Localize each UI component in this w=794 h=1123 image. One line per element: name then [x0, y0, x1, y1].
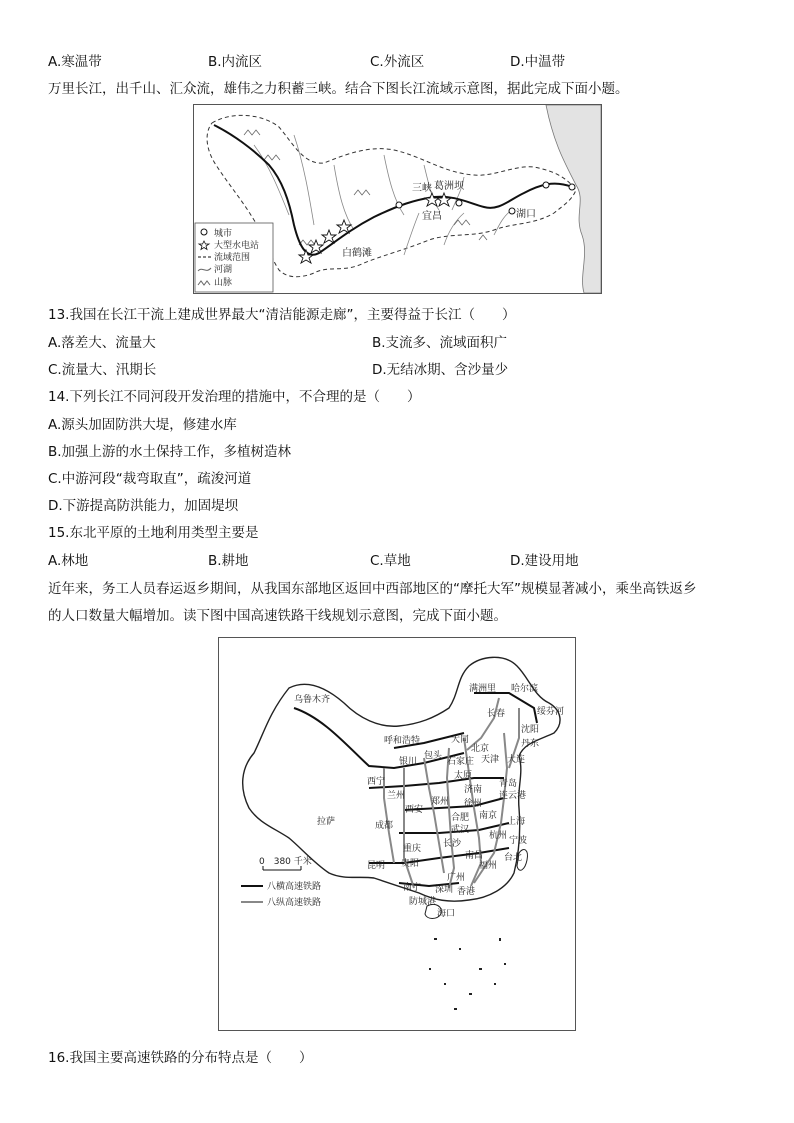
rail-map-svg — [219, 638, 575, 1030]
city-guangzhou: 广州 — [447, 873, 466, 883]
china-rail-map — [218, 637, 576, 1031]
south-sea-islands — [429, 938, 506, 1010]
q14-option-a[interactable]: A.源头加固防洪大堤，修建水库 — [48, 417, 237, 433]
city-lanzhou: 兰州 — [387, 791, 406, 801]
city-yinchuan: 银川 — [399, 757, 418, 767]
city-hohhot: 呼和浩特 — [384, 736, 421, 746]
city-lianyungang: 连云港 — [499, 791, 527, 801]
city-nanning: 南宁 — [403, 883, 422, 893]
q15-option-a[interactable]: A.林地 — [48, 553, 89, 569]
city-urumqi: 乌鲁木齐 — [294, 695, 331, 705]
q12-option-a[interactable]: A.寒温带 — [48, 54, 102, 70]
city-fuzhou: 福州 — [479, 861, 498, 871]
q16-stem: 16.我国主要高速铁路的分布特点是（ ） — [48, 1050, 313, 1066]
city-dalian: 大连 — [507, 755, 526, 765]
label-gezhouba: 葛洲坝 — [434, 181, 464, 192]
city-chengdu: 成都 — [375, 821, 394, 831]
city-kunming: 昆明 — [367, 861, 386, 871]
city-xining: 西宁 — [367, 777, 386, 787]
q15-option-b[interactable]: B.耕地 — [208, 553, 249, 569]
city-baotou: 包头 — [424, 751, 443, 761]
city-xuzhou: 徐州 — [464, 799, 483, 809]
q13-option-c[interactable]: C.流量大、汛期长 — [48, 362, 157, 378]
city-taibei: 台北 — [504, 853, 523, 863]
q13-stem: 13.我国在长江干流上建成世界最大“清洁能源走廊”，主要得益于长江（ ） — [48, 307, 516, 323]
scale-label: 0 380 千米 — [259, 857, 312, 867]
city-shenyang: 沈阳 — [521, 725, 540, 735]
hydropower-stations — [299, 193, 451, 263]
city-shanghai: 上海 — [507, 817, 526, 827]
city-dandong: 丹东 — [521, 739, 540, 749]
q14-option-b[interactable]: B.加强上游的水土保持工作，多植树造林 — [48, 444, 292, 460]
q14-option-d[interactable]: D.下游提高防洪能力，加固堤坝 — [48, 498, 239, 514]
city-xian: 西安 — [405, 805, 424, 815]
city-hongkong: 香港 — [457, 887, 476, 897]
q14-option-c[interactable]: C.中游河段“裁弯取直”，疏浚河道 — [48, 471, 252, 487]
label-hukou: 湖口 — [516, 209, 536, 220]
intro-rail-line-1: 近年来，务工人员春运返乡期间，从我国东部地区返回中西部地区的“摩托大军”规模显著减小，乘坐高铁返乡 — [48, 581, 697, 597]
city-changchun: 长春 — [487, 709, 506, 719]
legend-city-icon — [201, 229, 207, 235]
city-hefei: 合肥 — [451, 813, 470, 823]
rail-legend — [241, 880, 321, 908]
city-hangzhou: 杭州 — [489, 831, 508, 841]
q13-option-b[interactable]: B.支流多、流域面积广 — [372, 335, 508, 351]
city-zhengzhou: 郑州 — [431, 797, 450, 807]
city-nanchang: 南昌 — [465, 851, 484, 861]
q14-stem: 14.下列长江不同河段开发治理的措施中，不合理的是（ ） — [48, 389, 421, 405]
q13-option-a[interactable]: A.落差大、流量大 — [48, 335, 156, 351]
city-datong: 大同 — [451, 735, 470, 745]
city-haikou: 海口 — [437, 909, 456, 919]
q12-option-d[interactable]: D.中温带 — [510, 54, 566, 70]
yangtze-map-svg — [194, 105, 601, 293]
city-ningbo: 宁波 — [509, 836, 528, 846]
city-taiyuan: 太原 — [454, 771, 473, 781]
intro-yangtze: 万里长江，出千山、汇众流，雄伟之力积蓄三峡。结合下图长江流域示意图，据此完成下面小题。 — [48, 81, 629, 97]
city-guiyang: 贵阳 — [401, 859, 420, 869]
city-suifenhe: 绥芬河 — [537, 707, 565, 717]
city-harbin: 哈尔滨 — [511, 684, 539, 694]
yangtze-legend — [195, 223, 273, 292]
legend-hydropower: 大型水电站 — [214, 241, 260, 251]
legend-city: 城市 — [214, 229, 233, 239]
city-lhasa: 拉萨 — [317, 817, 336, 827]
yangtze-basin-map — [193, 104, 602, 294]
legend-boundary: 流域范围 — [214, 253, 251, 263]
label-yichang: 宜昌 — [422, 211, 442, 222]
city-shenzhen: 深圳 — [435, 885, 454, 895]
city-nanjing: 南京 — [479, 811, 498, 821]
city-tianjin: 天津 — [481, 755, 500, 765]
q15-stem: 15.东北平原的土地利用类型主要是 — [48, 525, 259, 541]
q15-option-c[interactable]: C.草地 — [370, 553, 411, 569]
tributaries — [254, 135, 512, 255]
q15-option-d[interactable]: D.建设用地 — [510, 553, 579, 569]
city-qingdao: 青岛 — [499, 779, 518, 789]
legend-horizontal: 八横高速铁路 — [267, 882, 322, 892]
scale-bar — [259, 855, 312, 870]
q12-option-c[interactable]: C.外流区 — [370, 54, 425, 70]
city-beijing: 北京 — [471, 744, 490, 754]
q13-option-d[interactable]: D.无结冰期、含沙量少 — [372, 362, 509, 378]
city-manzhouli: 满洲里 — [469, 684, 497, 694]
label-sanxia: 三峡 — [412, 183, 432, 194]
q12-option-b[interactable]: B.内流区 — [208, 54, 263, 70]
label-baihetan: 白鹤滩 — [342, 248, 372, 259]
rail-city-labels — [294, 682, 564, 919]
sea-area — [546, 105, 601, 293]
city-jinan: 济南 — [464, 785, 483, 795]
legend-river: 河湖 — [214, 265, 233, 275]
city-changsha: 长沙 — [443, 839, 462, 849]
city-chongqing: 重庆 — [403, 844, 422, 854]
intro-rail-line-2: 的人口数量大幅增加。读下图中国高速铁路干线规划示意图，完成下面小题。 — [48, 608, 507, 624]
horizontal-rail-lines — [294, 693, 540, 886]
legend-vertical: 八纵高速铁路 — [267, 898, 322, 908]
city-fangchenggang: 防城港 — [409, 897, 437, 907]
city-shijiazhuang: 石家庄 — [447, 757, 475, 767]
city-wuhan: 武汉 — [451, 825, 470, 835]
legend-mountain: 山脉 — [214, 278, 233, 288]
